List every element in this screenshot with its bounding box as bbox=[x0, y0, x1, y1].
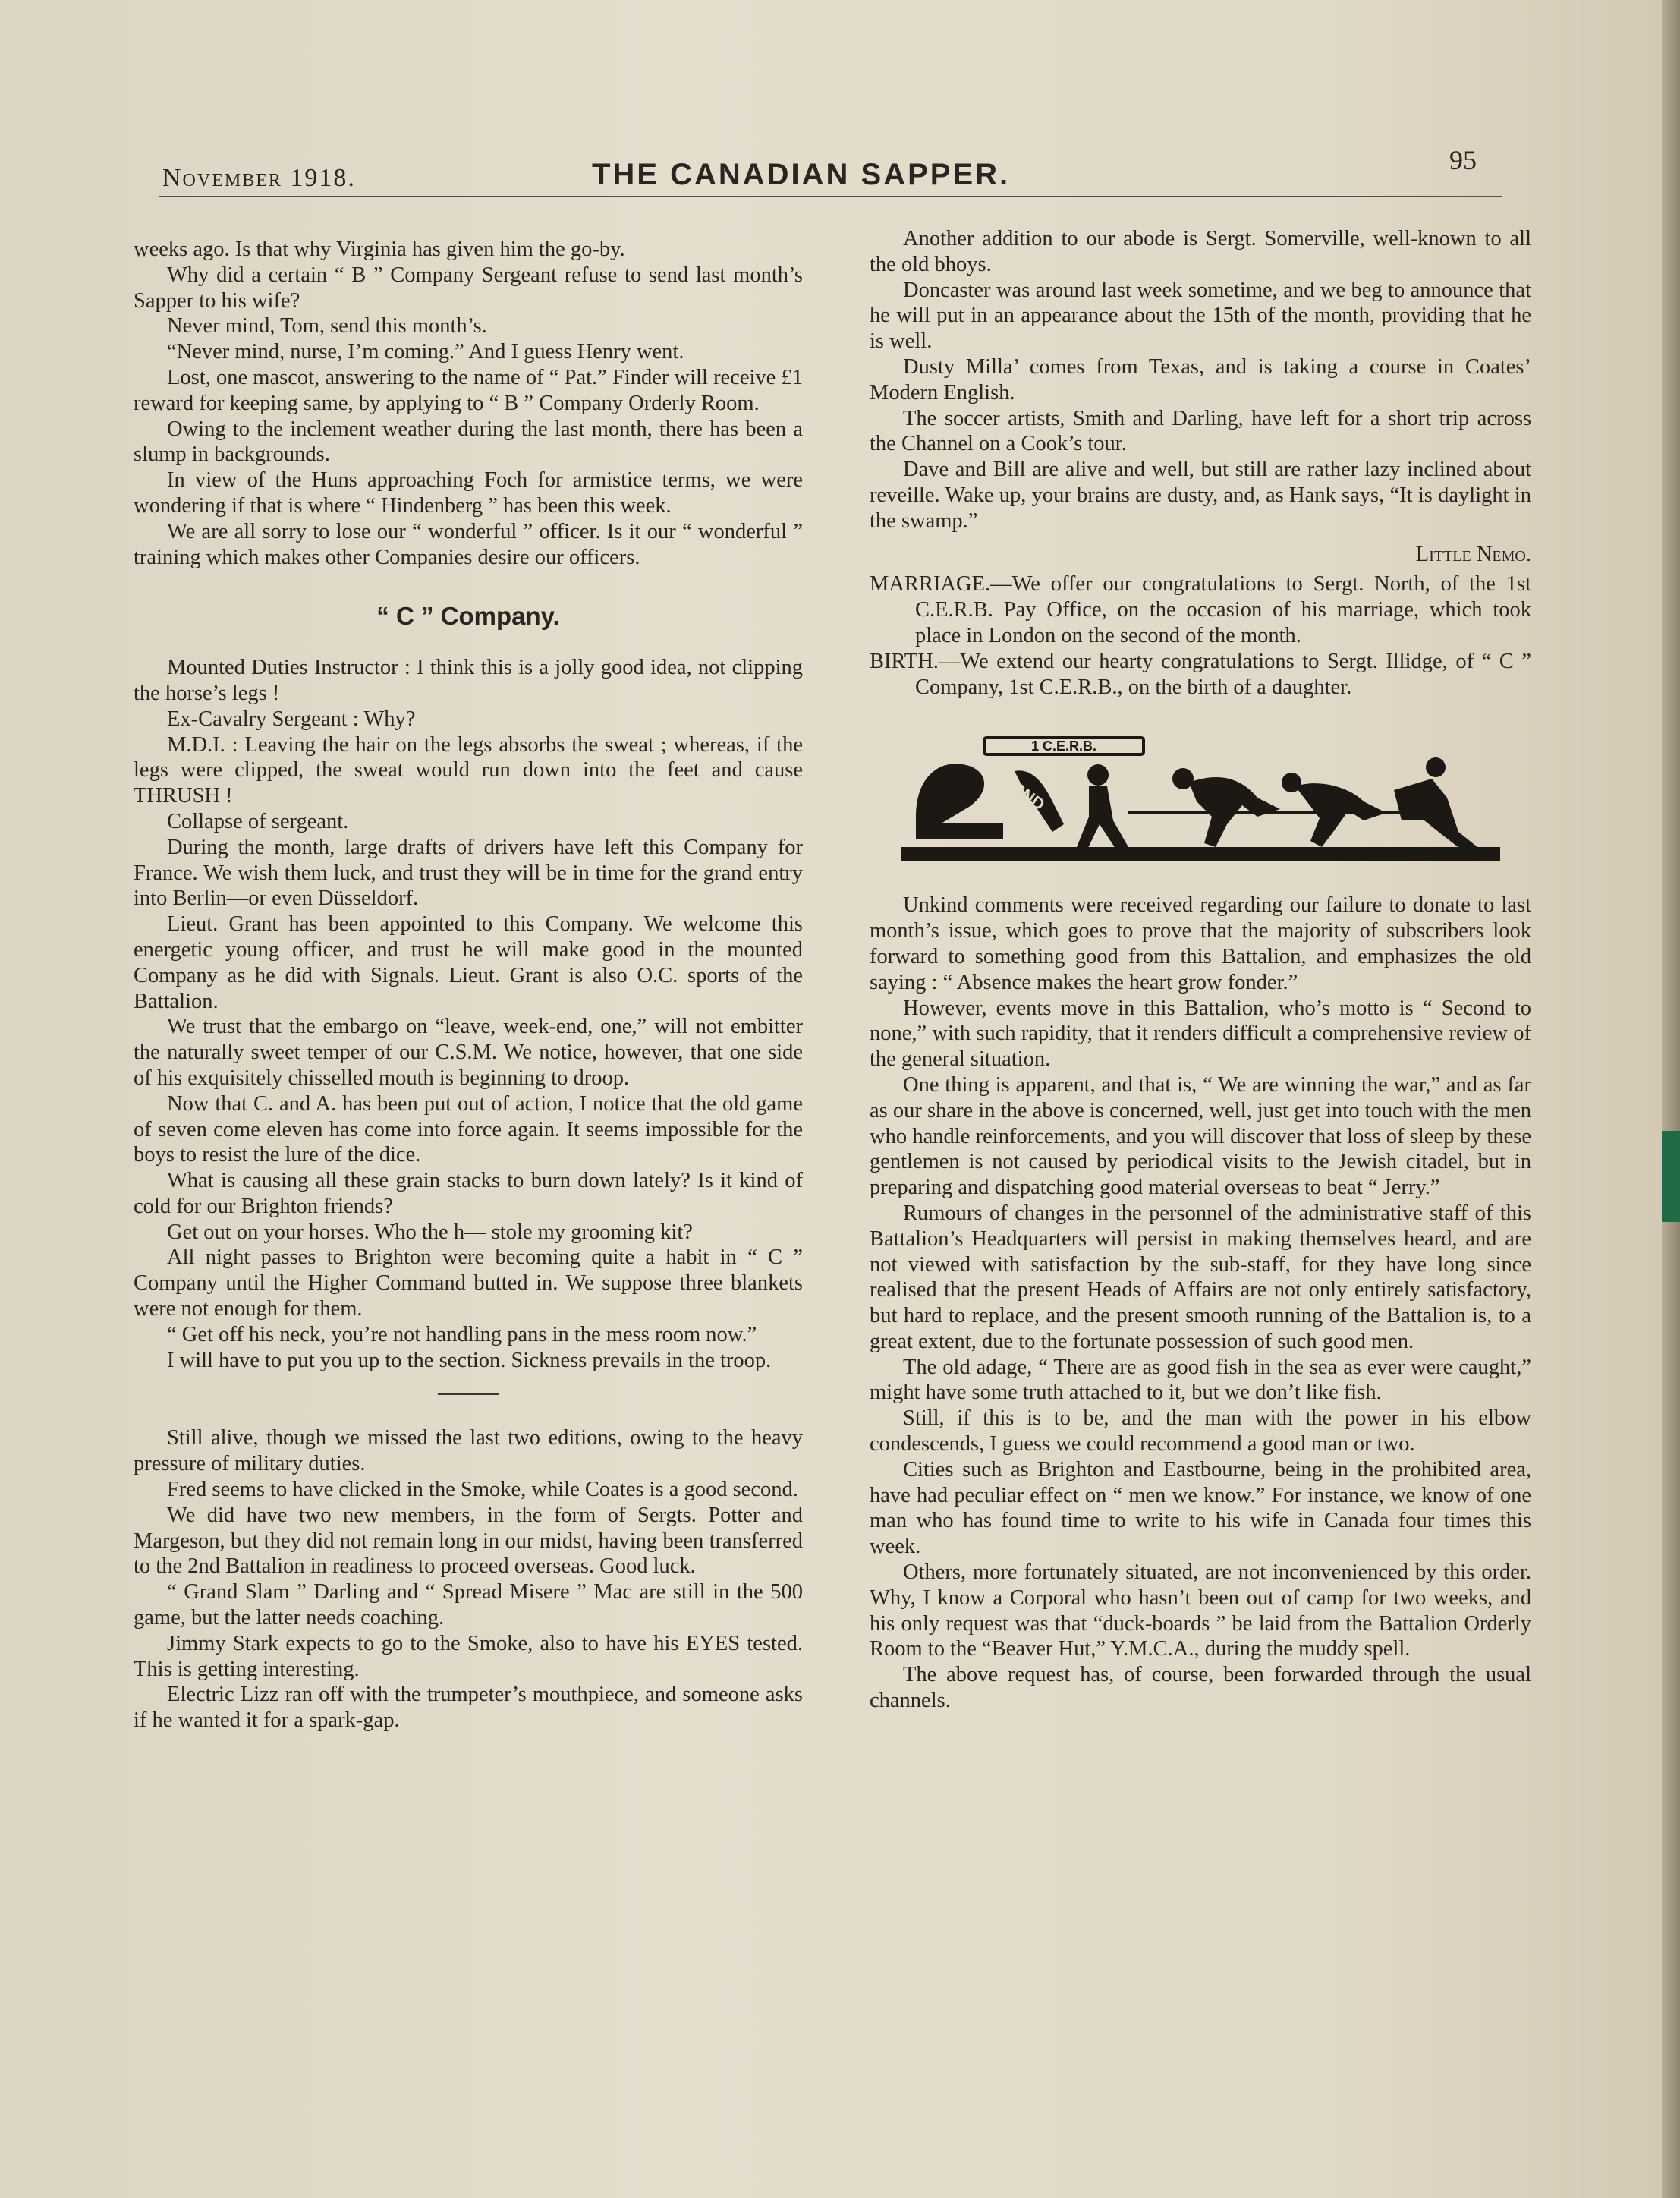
paragraph: Dusty Milla’ comes from Texas, and is taking a course in Coates’ Modern English. bbox=[870, 354, 1531, 405]
paragraph: Still alive, though we missed the last two editions, owing to the heavy pressure of military duties. bbox=[134, 1426, 803, 1476]
green-tab-marker bbox=[1662, 1131, 1680, 1222]
author-signature: Little Nemo. bbox=[1415, 542, 1531, 566]
paragraph: In view of the Huns approaching Foch for armistice terms, we were wondering if that is where “ Hindenberg ” has been this week. bbox=[134, 468, 803, 518]
paragraph: Dave and Bill are alive and well, but still are rather lazy inclined about reveille. Wake up, your brains are dusty, and, as Hank says, “It is daylight in the swamp.” bbox=[870, 458, 1531, 533]
paragraph: Still, if this is to be, and the man with the power in his elbow condescends, I guess we could recommend a good man or two. bbox=[870, 1406, 1531, 1456]
issue-date: November 1918. bbox=[162, 164, 356, 192]
left-column bbox=[134, 237, 803, 1734]
paragraph: Collapse of sergeant. bbox=[167, 809, 349, 833]
paragraph: M.D.I. : Leaving the hair on the legs absorbs the sweat ; whereas, if the legs were clipped, the sweat would run down into the feet and cause THRUSH ! bbox=[134, 732, 803, 808]
page-edge bbox=[1662, 0, 1680, 2198]
magazine-title: THE CANADIAN SAPPER. bbox=[592, 158, 1011, 191]
paragraph: weeks ago. Is that why Virginia has given him the go-by. bbox=[134, 238, 625, 261]
birth-notice: BIRTH.—We extend our hearty congratulations to Sergt. Illidge, of “ C ” Company, 1st C.E.R.B., on the birth of a daughter. bbox=[870, 649, 1531, 699]
header-rule bbox=[159, 196, 1502, 197]
paragraph: “ Get off his neck, you’re not handling pans in the mess room now.” bbox=[167, 1322, 757, 1346]
paragraph: All night passes to Brighton were becoming quite a habit in “ C ” Company until the Higher Command butted in. We suppose three blankets were not enough for them. bbox=[134, 1245, 803, 1321]
paragraph: We trust that the embargo on “leave, week-end, one,” will not embitter the naturally sweet temper of our C.S.M. We notice, however, that one side of his exquisitely chisselled mouth is beginning to droop. bbox=[134, 1015, 803, 1090]
paragraph: I will have to put you up to the section. Sickness prevails in the troop. bbox=[167, 1348, 772, 1372]
paragraph: “ Grand Slam ” Darling and “ Spread Misere ” Mac are still in the 500 game, but the latter needs coaching. bbox=[134, 1580, 803, 1630]
cartoon-banner-text: 1 C.E.R.B. bbox=[1030, 738, 1097, 754]
paragraph: One thing is apparent, and that is, “ We are winning the war,” and as far as our share in the above is concerned, well, just get into touch with the men who handle reinforcements, and you will discover that loss of sleep by these gentlemen is not caused by periodical visits to the Jewish citadel, but in preparing and dispatching good material overseas to beat “ Jerry.” bbox=[870, 1072, 1531, 1200]
tug-of-war-cartoon bbox=[901, 726, 1500, 862]
paragraph: Others, more fortunately situated, are not inconvenienced by this order. Why, I know a Corporal who hasn’t been out of camp for two weeks, and his only request was that “duck-boards ” be laid from the Battalion Orderly Room to the “Beaver Hut,” Y.M.C.A., during the muddy spell. bbox=[870, 1560, 1531, 1661]
paragraph: Mounted Duties Instructor : I think this is a jolly good idea, not clipping the horse’s legs ! bbox=[134, 656, 803, 705]
page-header bbox=[159, 144, 1502, 197]
paragraph: The old adage, “ There are as good fish in the sea as ever were caught,” might have some truth attached to it, but we don’t like fish. bbox=[870, 1355, 1531, 1405]
paragraph: Lieut. Grant has been appointed to this Company. We welcome this energetic young officer, and trust he will make good in the mounted Company as he did with Signals. Lieut. Grant is also O.C. sports of the Battalion. bbox=[134, 912, 803, 1013]
paragraph: Get out on your horses. Who the h— stole my grooming kit? bbox=[167, 1220, 693, 1244]
paragraph: We did have two new members, in the form of Sergts. Potter and Margeson, but they did not remain long in our midst, having been transferred to the 2nd Battalion in readiness to proceed overseas. Good luck. bbox=[134, 1503, 803, 1579]
section-separator bbox=[438, 1393, 499, 1395]
cartoon-numeral-text: 2ND bbox=[1010, 779, 1049, 815]
paragraph: We are all sorry to lose our “ wonderful ” officer. Is it our “ wonderful ” training which makes other Companies desire our officers. bbox=[134, 519, 803, 569]
paragraph: Jimmy Stark expects to go to the Smoke, also to have his EYES tested. This is getting interesting. bbox=[134, 1631, 803, 1681]
section-heading: “ C ” Company. bbox=[376, 602, 560, 631]
paragraph: Ex-Cavalry Sergeant : Why? bbox=[167, 707, 416, 731]
right-column bbox=[870, 226, 1531, 1714]
paragraph: Owing to the inclement weather during the last month, there has been a slump in backgrounds. bbox=[134, 417, 803, 467]
paragraph: Unkind comments were received regarding our failure to donate to last month’s issue, which goes to prove that the majority of subscribers look forward to something good from this Battalion, and emphasizes the old saying : “ Absence makes the heart grow fonder.” bbox=[870, 893, 1531, 994]
paragraph: During the month, large drafts of drivers have left this Company for France. We wish them luck, and trust they will be in time for the grand entry into Berlin—or even Düsseldorf. bbox=[134, 835, 803, 911]
paragraph: The above request has, of course, been forwarded through the usual channels. bbox=[870, 1663, 1531, 1713]
paragraph: Rumours of changes in the personnel of the administrative staff of this Battalion’s Headquarters will persist in making themselves heard, and are not viewed with satisfaction by the sub-staff, for they have long since realised that the present Heads of Affairs are not only entirely satisfactory, but hard to replace, and the present smooth running of the Battalion is, to a great extent, due to the fortunate possession of such good men. bbox=[870, 1201, 1531, 1353]
paragraph: Cities such as Brighton and Eastbourne, being in the prohibited area, have had peculiar effect on “ men we know.” For instance, we know of one man who has found time to write to his wife in Canada four times this week. bbox=[870, 1457, 1531, 1559]
marriage-notice: MARRIAGE.—We offer our congratulations to Sergt. North, of the 1st C.E.R.B. Pay Office, on the occasion of his marriage, which took place in London on the second of the month. bbox=[870, 572, 1531, 647]
page-number: 95 bbox=[1449, 145, 1477, 175]
paragraph: “Never mind, nurse, I’m coming.” And I guess Henry went. bbox=[167, 340, 684, 364]
paragraph: Never mind, Tom, send this month’s. bbox=[167, 314, 487, 339]
paragraph: The soccer artists, Smith and Darling, have left for a short trip across the Channel on a Cook’s tour. bbox=[870, 406, 1531, 456]
paragraph: Another addition to our abode is Sergt. Somerville, well-known to all the old bhoys. bbox=[870, 227, 1531, 276]
paragraph: Doncaster was around last week sometime, and we beg to announce that he will put in an appearance about the 15th of the month, providing that he is well. bbox=[870, 278, 1531, 354]
paragraph: What is causing all these grain stacks to burn down lately? Is it kind of cold for our Brighton friends? bbox=[134, 1169, 803, 1218]
paragraph: Fred seems to have clicked in the Smoke, while Coates is a good second. bbox=[167, 1478, 798, 1502]
paragraph: Why did a certain “ B ” Company Sergeant refuse to send last month’s Sapper to his wife? bbox=[134, 263, 803, 313]
paragraph: Now that C. and A. has been put out of action, I notice that the old game of seven come eleven has come into force again. It seems impossible for the boys to resist the lure of the dice. bbox=[134, 1091, 803, 1167]
paragraph: However, events move in this Battalion, who’s motto is “ Second to none,” with such rapidity, that it renders difficult a comprehensive review of the general situation. bbox=[870, 996, 1531, 1072]
paragraph: Electric Lizz ran off with the trumpeter’s mouthpiece, and someone asks if he wanted it for a spark-gap. bbox=[134, 1683, 803, 1733]
paragraph: Lost, one mascot, answering to the name of “ Pat.” Finder will receive £1 reward for keeping same, by applying to “ B ” Company Orderly Room. bbox=[134, 365, 803, 415]
